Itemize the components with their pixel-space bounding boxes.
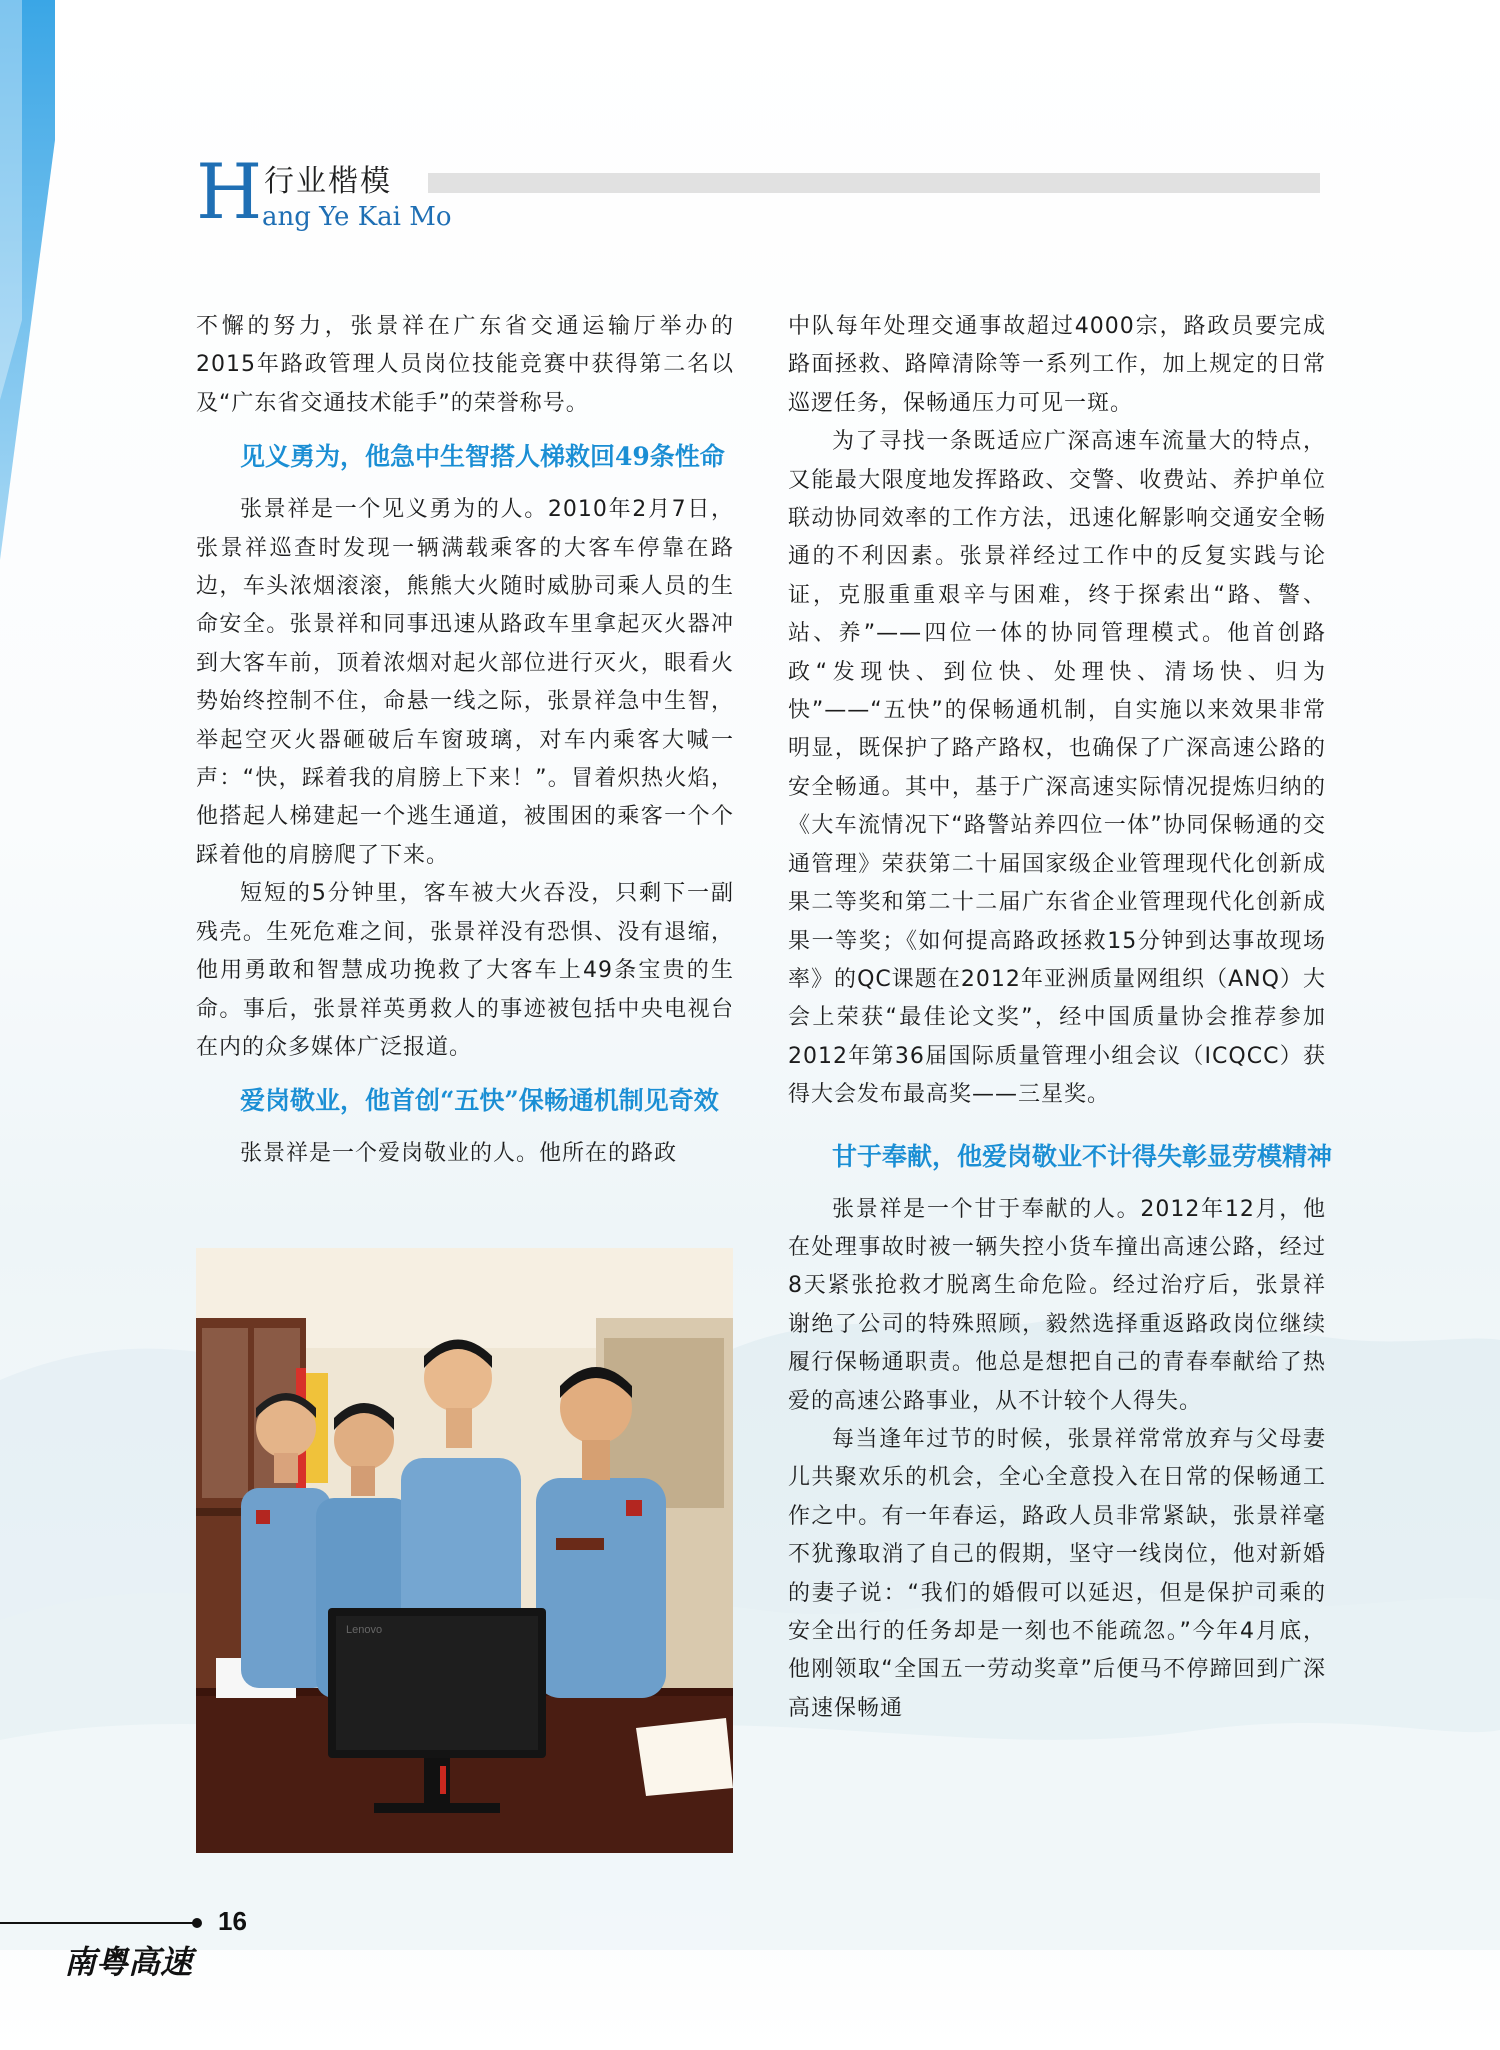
paragraph: 不懈的努力，张景祥在广东省交通运输厅举办的2015年路政管理人员岗位技能竞赛中获得第二名以及“广东省交通技术能手”的荣誉称号。	[196, 314, 734, 416]
magazine-logo	[60, 1935, 200, 1985]
svg-text:南粤高速: 南粤高速	[64, 1943, 193, 1981]
subheading: 甘于奉献，他爱岗敬业不计得失彰显劳模精神	[832, 1141, 1333, 1171]
subheading: 见义勇为，他急中生智搭人梯救回49条性命	[240, 442, 725, 472]
footer-dot	[192, 1918, 202, 1928]
paragraph: 张景祥是一个甘于奉献的人。2012年12月，他在处理事故时被一辆失控小货车撞出高速公路，经过8天紧张抢救才脱离生命危险。经过治疗后，张景祥谢绝了公司的特殊照顾，毅然选择重返路政岗位继续履行保畅通职责。他总是想把自己的青春奉献给了热爱的高速公路事业，从不计较个人得失。	[788, 1196, 1326, 1414]
header-initial: H	[196, 147, 263, 236]
paragraph: 每当逢年过节的时候，张景祥常常放弃与父母妻儿共聚欢乐的机会，全心全意投入在日常的保畅通工作之中。有一年春运，路政人员非常紧缺，张景祥毫不犹豫取消了自己的假期，坚守一线岗位，他对新婚的妻子说：“我们的婚假可以延迟，但是保护司乘的安全出行的任务却是一刻也不能疏忽。”今年4月底，他刚领取“全国五一劳动奖章”后便马不停蹄回到广深高速保畅通	[788, 1426, 1326, 1721]
corner-decoration	[0, 0, 60, 560]
header-title-cn: 行业楷模	[264, 164, 392, 199]
footer-rule	[0, 1922, 196, 1924]
left-column	[196, 308, 734, 1174]
page-number: 16	[218, 1906, 247, 1936]
section-header	[196, 147, 1326, 240]
paragraph: 张景祥是一个见义勇为的人。2010年2月7日，张景祥巡查时发现一辆满载乘客的大客车停靠在路边，车头浓烟滚滚，熊熊大火随时威胁司乘人员的生命安全。张景祥和同事迅速从路政车里拿起灭火器冲到大客车前，顶着浓烟对起火部位进行灭火，眼看火势始终控制不住，命悬一线之际，张景祥急中生智，举起空灭火器砸破后车窗玻璃，对车内乘客大喊一声：“快，踩着我的肩膀上下来！”。冒着炽热火焰，他搭起人梯建起一个逃生通道，被围困的乘客一个个踩着他的肩膀爬了下来。	[196, 497, 734, 868]
monitor-brand-label: Lenovo	[346, 1624, 383, 1636]
paragraph: 中队每年处理交通事故超过4000宗，路政员要完成路面拯救、路障清除等一系列工作，加上规定的日常巡逻任务，保畅通压力可见一斑。	[788, 314, 1326, 416]
staff-photo	[196, 1248, 733, 1853]
paragraph: 张景祥是一个爱岗敬业的人。他所在的路政	[240, 1141, 678, 1167]
subheading: 爱岗敬业，他首创“五快”保畅通机制见奇效	[240, 1086, 719, 1116]
paragraph: 为了寻找一条既适应广深高速车流量大的特点，又能最大限度地发挥路政、交警、收费站、养护单位联动协同效率的工作方法，迅速化解影响交通安全畅通的不利因素。张景祥经过工作中的反复实践与论证，克服重重艰辛与困难，终于探索出“路、警、站、养”——四位一体的协同管理模式。他首创路政“发现快、到位快、处理快、清场快、归为快”——“五快”的保畅通机制，自实施以来效果非常明显，既保护了路产路权，也确保了广深高速公路的安全畅通。其中，基于广深高速实际情况提炼归纳的《大车流情况下“路警站养四位一体”协同保畅通的交通管理》荣获第二十届国家级企业管理现代化创新成果二等奖和第二十二届广东省企业管理现代化创新成果一等奖；《如何提高路政拯救15分钟到达事故现场率》的QC课题在2012年亚洲质量网组织（ANQ）大会上荣获“最佳论文奖”，经中国质量协会推荐参加2012年第36届国际质量管理小组会议（ICQCC）获得大会发布最高奖——三星奖。	[788, 429, 1326, 1108]
header-title-pinyin: ang Ye Kai Mo	[262, 202, 452, 232]
header-rule	[428, 173, 1320, 193]
paragraph: 短短的5分钟里，客车被大火吞没，只剩下一副残壳。生死危难之间，张景祥没有恐惧、没有退缩，他用勇敢和智慧成功挽救了大客车上49条宝贵的生命。事后，张景祥英勇救人的事迹被包括中央电视台在内的众多媒体广泛报道。	[196, 881, 734, 1060]
right-column	[788, 308, 1333, 1728]
